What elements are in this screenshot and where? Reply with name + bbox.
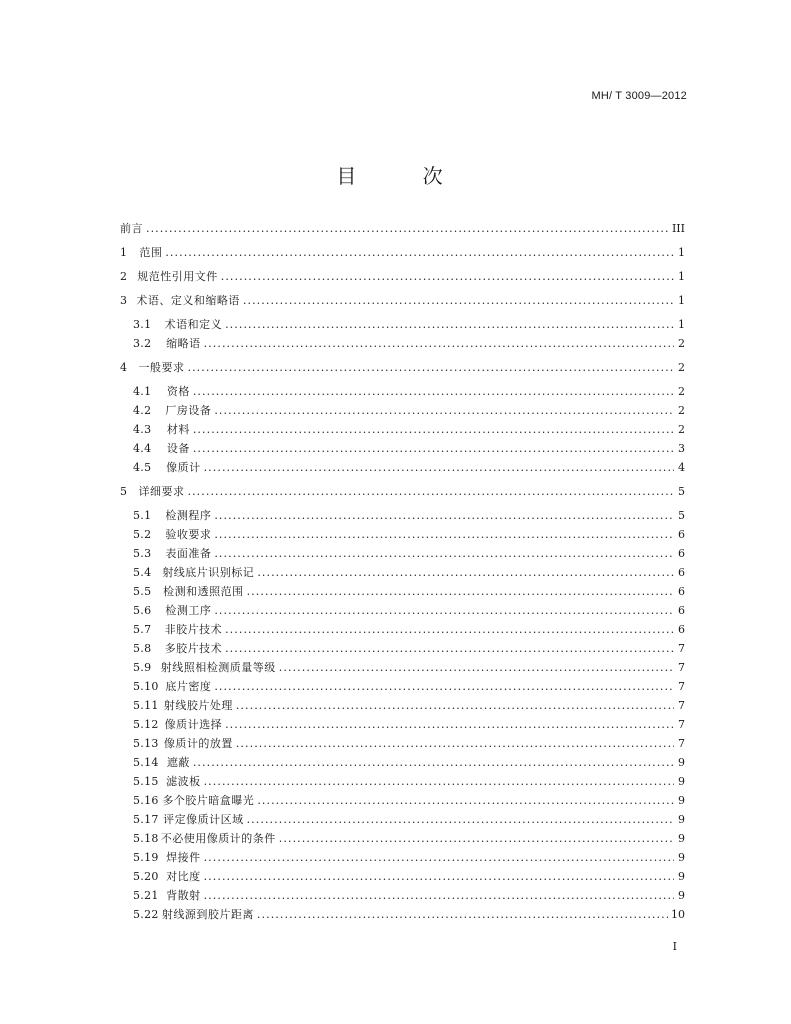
toc-entry[interactable] [120, 382, 685, 401]
toc-entry-label: 一般要求 [138, 361, 185, 374]
toc-entry-number: 3.1 [133, 318, 152, 331]
toc-entry-label: 表面准备 [165, 547, 212, 560]
toc-entry-label: 射线底片识别标记 [162, 566, 255, 579]
toc-entry[interactable] [120, 601, 685, 620]
toc-dot-leader [257, 791, 674, 810]
toc-entry-label: 非胶片技术 [164, 623, 223, 636]
toc-entry[interactable] [120, 848, 685, 867]
toc-entry[interactable] [120, 439, 685, 458]
toc-entry-label: 背散射 [166, 889, 201, 902]
toc-entry-number: 5 [120, 485, 127, 498]
toc-entry-page: 6 [678, 547, 685, 560]
toc-entry-label: 像质计选择 [164, 718, 223, 731]
toc-entry-label: 评定像质计区域 [163, 813, 244, 826]
toc-entry-number: 5.7 [133, 623, 152, 636]
toc-entry[interactable] [120, 401, 685, 420]
toc-entry-label: 射线胶片处理 [163, 699, 233, 712]
toc-dot-leader [225, 715, 674, 734]
toc-entry-page: 7 [678, 737, 685, 750]
toc-entry-label: 缩略语 [166, 337, 201, 350]
toc-entry-page: 4 [678, 461, 685, 474]
toc-dot-leader [188, 358, 675, 377]
toc-dot-leader [225, 315, 674, 334]
toc-dot-leader [247, 582, 674, 601]
toc-entry[interactable] [120, 753, 685, 772]
toc-entry-page: 1 [678, 318, 685, 331]
toc-entry-number: 3 [120, 294, 127, 307]
toc-entry-page: 1 [678, 270, 685, 283]
toc-entry[interactable] [120, 791, 685, 810]
toc-dot-leader [146, 219, 669, 238]
toc-entry-page: III [671, 222, 685, 235]
toc-entry[interactable] [120, 267, 685, 286]
toc-entry-label: 前言 [120, 222, 143, 235]
toc-entry[interactable] [120, 420, 685, 439]
toc-entry-label: 详细要求 [138, 485, 185, 498]
toc-entry-number: 5.19 [133, 851, 159, 864]
toc-dot-leader [214, 677, 674, 696]
toc-entry[interactable] [120, 291, 685, 310]
toc-entry-number: 5.17 [133, 813, 159, 826]
toc-entry-page: 2 [678, 361, 685, 374]
toc-entry-page: 7 [678, 642, 685, 655]
toc-entry-page: 6 [678, 528, 685, 541]
toc-entry-label: 规范性引用文件 [137, 270, 218, 283]
toc-dot-leader [214, 544, 674, 563]
toc-entry-number: 5.22 [133, 908, 159, 921]
toc-dot-leader [193, 439, 674, 458]
toc-entry-page: 2 [678, 385, 685, 398]
toc-entry[interactable] [120, 334, 685, 353]
toc-entry-number: 5.16 [133, 794, 159, 807]
toc-entry-page: 7 [678, 680, 685, 693]
toc-entry-label: 术语和定义 [164, 318, 223, 331]
toc-entry[interactable] [120, 639, 685, 658]
toc-entry-number: 5.14 [133, 756, 159, 769]
toc-entry-label: 资格 [166, 385, 190, 398]
toc-entry-number: 5.1 [133, 509, 152, 522]
toc-entry-number: 5.20 [133, 870, 159, 883]
toc-entry-page: 6 [678, 604, 685, 617]
toc-dot-leader [204, 772, 674, 791]
toc-entry-page: 5 [678, 509, 685, 522]
toc-entry-page: 7 [678, 699, 685, 712]
toc-entry-number: 2 [120, 270, 127, 283]
toc-entry-label: 材料 [166, 423, 190, 436]
toc-entry-number: 3.2 [133, 337, 152, 350]
toc-entry-page: 9 [678, 756, 685, 769]
toc-dot-leader [279, 658, 674, 677]
toc-entry-number: 5.5 [133, 585, 152, 598]
toc-entry-page: 1 [678, 246, 685, 259]
toc-entry-label: 像质计 [166, 461, 201, 474]
toc-entry[interactable] [120, 219, 685, 238]
toc-entry-label: 底片密度 [165, 680, 212, 693]
toc-dot-leader [204, 886, 674, 905]
toc-entry-page: 5 [678, 485, 685, 498]
toc-dot-leader [225, 639, 674, 658]
toc-entry-number: 4.3 [133, 423, 152, 436]
toc-entry[interactable] [120, 620, 685, 639]
toc-entry[interactable] [120, 525, 685, 544]
table-of-contents [120, 219, 685, 924]
toc-entry[interactable] [120, 582, 685, 601]
toc-entry-number: 5.12 [133, 718, 159, 731]
toc-entry-label: 焊接件 [166, 851, 201, 864]
toc-entry-label: 范围 [139, 246, 163, 259]
toc-entry-page: 3 [678, 442, 685, 455]
footer-page-number: I [672, 940, 677, 953]
toc-entry-number: 4.1 [133, 385, 152, 398]
toc-dot-leader [257, 563, 674, 582]
toc-dot-leader [225, 620, 674, 639]
toc-dot-leader [204, 848, 674, 867]
toc-entry-label: 检测和透照范围 [163, 585, 244, 598]
toc-dot-leader [236, 696, 674, 715]
toc-entry-number: 1 [120, 246, 127, 259]
toc-dot-leader [188, 482, 675, 501]
toc-entry[interactable] [120, 810, 685, 829]
toc-entry-label: 检测工序 [165, 604, 212, 617]
toc-entry[interactable] [120, 677, 685, 696]
toc-entry-number: 5.15 [133, 775, 159, 788]
toc-entry-page: 9 [678, 870, 685, 883]
toc-entry[interactable] [120, 658, 685, 677]
toc-entry[interactable] [120, 358, 685, 377]
toc-dot-leader [204, 458, 674, 477]
toc-dot-leader [193, 420, 674, 439]
toc-entry[interactable] [120, 867, 685, 886]
toc-entry[interactable] [120, 696, 685, 715]
toc-entry[interactable] [120, 506, 685, 525]
toc-entry-label: 射线源到胶片距离 [161, 908, 254, 921]
toc-entry-number: 5.4 [133, 566, 152, 579]
toc-dot-leader [257, 905, 668, 924]
toc-entry-page: 7 [678, 718, 685, 731]
toc-entry-number: 5.2 [133, 528, 152, 541]
toc-dot-leader [279, 829, 674, 848]
toc-entry-label: 多胶片技术 [164, 642, 223, 655]
toc-dot-leader [214, 525, 674, 544]
toc-entry-page: 7 [678, 661, 685, 674]
toc-entry[interactable] [120, 243, 685, 262]
toc-entry-label: 厂房设备 [165, 404, 212, 417]
toc-entry-page: 9 [678, 851, 685, 864]
toc-entry[interactable] [120, 715, 685, 734]
toc-entry-number: 4 [120, 361, 127, 374]
toc-entry[interactable] [120, 886, 685, 905]
toc-entry-label: 检测程序 [165, 509, 212, 522]
toc-entry-page: 1 [678, 294, 685, 307]
toc-entry-page: 9 [678, 832, 685, 845]
toc-entry-number: 5.9 [133, 661, 152, 674]
toc-entry-number: 4.2 [133, 404, 152, 417]
toc-entry-label: 对比度 [166, 870, 201, 883]
toc-entry-number: 4.5 [133, 461, 152, 474]
toc-entry-page: 2 [678, 337, 685, 350]
toc-entry-label: 遮蔽 [166, 756, 190, 769]
toc-entry-page: 9 [678, 813, 685, 826]
page-title: 目 次 [336, 164, 473, 188]
toc-dot-leader [214, 506, 674, 525]
toc-entry-label: 多个胶片暗盒曝光 [162, 794, 255, 807]
toc-entry[interactable] [120, 772, 685, 791]
toc-entry-page: 10 [671, 908, 685, 921]
toc-entry-number: 5.18 [133, 832, 159, 845]
toc-entry[interactable] [120, 563, 685, 582]
toc-entry-label: 不必使用像质计的条件 [160, 832, 276, 845]
toc-dot-leader [214, 601, 674, 620]
toc-entry[interactable] [120, 905, 685, 924]
toc-entry-page: 6 [678, 566, 685, 579]
toc-entry-page: 2 [678, 404, 685, 417]
toc-entry-page: 9 [678, 889, 685, 902]
toc-entry-number: 4.4 [133, 442, 152, 455]
toc-dot-leader [214, 401, 674, 420]
toc-entry-label: 术语、定义和缩略语 [136, 294, 240, 307]
toc-entry-label: 滤波板 [166, 775, 201, 788]
toc-entry[interactable] [120, 458, 685, 477]
toc-entry-page: 9 [678, 775, 685, 788]
toc-entry-number: 5.10 [133, 680, 159, 693]
toc-dot-leader [236, 734, 674, 753]
toc-entry-page: 6 [678, 623, 685, 636]
toc-entry-number: 5.6 [133, 604, 152, 617]
toc-entry-number: 5.21 [133, 889, 159, 902]
toc-entry-page: 2 [678, 423, 685, 436]
toc-entry-page: 9 [678, 794, 685, 807]
toc-entry-page: 6 [678, 585, 685, 598]
toc-entry[interactable] [120, 829, 685, 848]
toc-dot-leader [243, 291, 674, 310]
document-code: MH/ T 3009—2012 [591, 90, 687, 102]
toc-dot-leader [165, 243, 674, 262]
toc-dot-leader [193, 753, 674, 772]
toc-entry-label: 射线照相检测质量等级 [160, 661, 276, 674]
toc-entry-label: 像质计的放置 [163, 737, 233, 750]
toc-entry-number: 5.3 [133, 547, 152, 560]
toc-entry[interactable] [120, 315, 685, 334]
toc-entry[interactable] [120, 544, 685, 563]
toc-entry-number: 5.13 [133, 737, 159, 750]
toc-dot-leader [247, 810, 674, 829]
toc-entry-label: 验收要求 [165, 528, 212, 541]
toc-dot-leader [221, 267, 674, 286]
toc-dot-leader [193, 382, 674, 401]
toc-entry-number: 5.8 [133, 642, 152, 655]
toc-entry-label: 设备 [166, 442, 190, 455]
toc-entry[interactable] [120, 734, 685, 753]
toc-dot-leader [204, 867, 674, 886]
toc-entry[interactable] [120, 482, 685, 501]
toc-entry-number: 5.11 [133, 699, 159, 712]
toc-dot-leader [204, 334, 674, 353]
